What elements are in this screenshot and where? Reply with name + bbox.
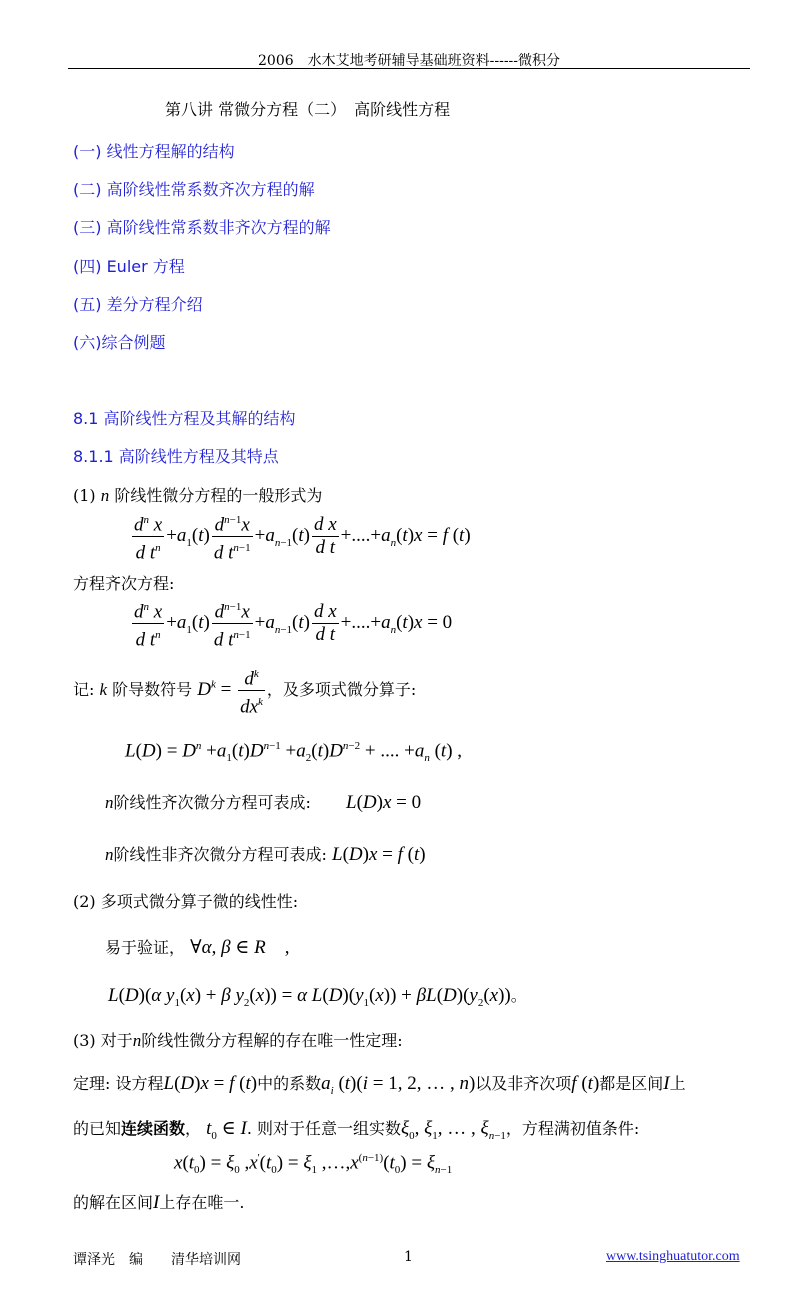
header-rule — [68, 68, 750, 69]
homog-label: 方程齐次方程: — [73, 574, 175, 593]
notation-line: 记: k 阶导数符号 $D^k$ = $\frac{d^k}{dx^k}$ ，及多项式微分算子: — [73, 664, 416, 718]
item-3-text-a: 对于 — [100, 1031, 133, 1050]
notation-suffix: ，及多项式微分算子: — [266, 680, 417, 700]
item-3-label: (3) — [73, 1031, 96, 1050]
theorem-d: 都是区间 — [599, 1074, 664, 1093]
section-8-1: 8.1 高阶线性方程及其解的结构 — [73, 409, 296, 428]
var-n: n — [100, 486, 110, 505]
var-k: k — [99, 680, 108, 700]
theorem-conclusion: 的解在区间I上存在唯一. — [73, 1192, 245, 1213]
toc-item-4[interactable]: (四) Euler 方程 — [73, 257, 185, 276]
theorem-last-b: 上存在唯一. — [159, 1193, 245, 1212]
item-2-text: 多项式微分算子微的线性性: — [100, 892, 299, 911]
theorem-line2-b: 连续函数 — [121, 1119, 186, 1138]
verify-line: 易于验证， ∀α, β ∈ R , — [105, 937, 290, 958]
theorem-e: 上 — [669, 1074, 686, 1093]
footer-author: 谭泽光 编 清华培训网 — [73, 1252, 241, 1268]
footer-page-number: 1 — [404, 1249, 413, 1265]
theorem-line2-c: ， — [185, 1119, 202, 1138]
lecture-title: 第八讲 常微分方程（二） 高阶线性方程 — [165, 100, 451, 119]
toc-item-3[interactable]: (三) 高阶线性常系数非齐次方程的解 — [73, 218, 331, 237]
theorem-line-1: 定理: 设方程L(D)x = f (t)中的系数$a_i$ (t)(i = 1, 2, … , n)以及非齐次项f (t)都是区间I上 — [73, 1073, 686, 1097]
theorem-line-2: 的已知连续函数， $t_0$ ∈ I. 则对于任意一组实数$\xi_0$, $\xi_1$, … , $\xi_{n-1}$，方程满初值条件: — [73, 1118, 640, 1142]
operator-nonhomog-line: n阶线性非齐次微分方程可表成: L(D)x = f (t) — [105, 844, 426, 865]
item-3-line: (3) 对于n阶线性微分方程解的存在唯一性定理: — [73, 1031, 403, 1050]
page-header: 2006 水木艾地考研辅导基础班资料------微积分 — [258, 53, 561, 69]
initial-conditions: $x(t_0) = \xi_0$ $,x'(t_0) = \xi_1$ $,\dots,x^{(n-1)}(t_0) = \xi_{n-1}$ — [174, 1152, 453, 1177]
general-linear-equation: $\frac{d^n x}{d t^n}$ $+a_1(t)$ $\frac{d^{n-1}x}{d t^{n-1}}$ $+a_{n-1}(t)$ $\frac{\text{d x}}{\text{d t}}$ $+....+a_n(t)x = f$ (t) — [130, 510, 471, 564]
footer-url-link[interactable]: www.tsinghuatutor.com — [606, 1249, 740, 1264]
item-2-label: (2) — [73, 892, 96, 911]
theorem-line2-d: . 则对于任意一组实数 — [246, 1119, 402, 1138]
item-1-text: 阶线性微分方程的一般形式为 — [114, 486, 323, 505]
theorem-c: 以及非齐次项 — [475, 1074, 572, 1093]
operator-definition: $L(D) = D^n +a_1(t)D^{n-1} +a_2(t)D^{n-2}$ + .... $+a_n$ (t) , — [125, 740, 463, 765]
verify-text: 易于验证， — [105, 938, 186, 957]
theorem-label: 定理: — [73, 1074, 111, 1093]
theorem-last-a: 的解在区间 — [73, 1193, 154, 1212]
item-2-line — [73, 889, 298, 912]
theorem-line2-e: ，方程满初值条件: — [505, 1119, 640, 1138]
theorem-a: 设方程 — [115, 1074, 164, 1093]
toc-item-2[interactable]: (二) 高阶线性常系数齐次方程的解 — [73, 180, 315, 199]
operator-homog-line: n阶线性齐次微分方程可表成: L(D)x = 0 — [105, 792, 422, 813]
item-1-label: (1) — [73, 486, 96, 505]
notation-mid: 阶导数符号 — [112, 680, 193, 700]
linearity-equation: L(D)(α $y_1(x) + \beta$ $y_2(x)) = \alpha$ $L(D)(y_1(x)) + \beta L(D)(y_2(x))$。 — [108, 985, 527, 1009]
toc-item-6[interactable]: (六)综合例题 — [73, 333, 166, 352]
theorem-b: 中的系数 — [257, 1074, 322, 1093]
item-3-text-b: 阶线性微分方程解的存在唯一性定理: — [141, 1031, 403, 1050]
operator-nonhomog-text: 阶线性非齐次微分方程可表成: — [113, 845, 327, 864]
notation-prefix: 记: — [73, 680, 95, 700]
toc-item-5[interactable]: (五) 差分方程介绍 — [73, 295, 203, 314]
homogeneous-equation: $\frac{d^n x}{d t^n}$ $+a_1(t)$ $\frac{d^{n-1}x}{d t^{n-1}}$ $+a_{n-1}(t)$ $\frac{\text{d x}}{\text{d t}}$ $+....+a_n(t)x = 0$ — [130, 597, 452, 651]
toc-item-1[interactable]: (一) 线性方程解的结构 — [73, 142, 235, 161]
operator-homog-text: 阶线性齐次微分方程可表成: — [113, 793, 311, 812]
theorem-line2-a: 的已知 — [73, 1119, 122, 1138]
section-8-1-1: 8.1.1 高阶线性方程及其特点 — [73, 447, 279, 466]
item-1-line — [73, 483, 322, 506]
